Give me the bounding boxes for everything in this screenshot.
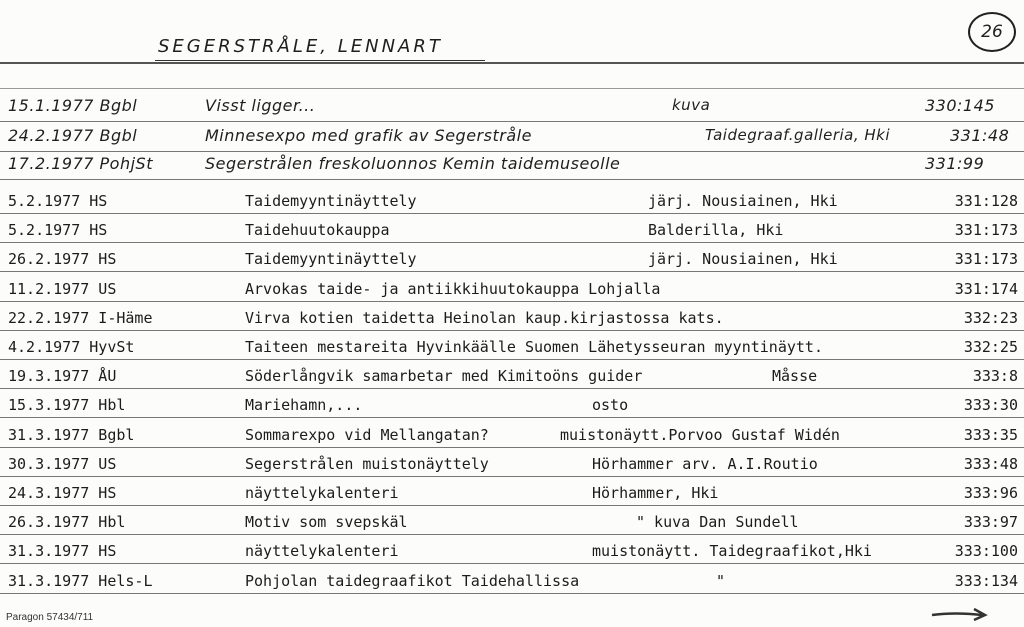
row-rule [0, 301, 1024, 302]
entry-text: Minnesexpo med grafik av Segerstråle [205, 126, 532, 145]
entry-ref: 331:48 [950, 126, 1010, 145]
entry-note: järj. Nousiainen, Hki [648, 192, 838, 210]
entry-ref: 333:100 [954, 542, 1018, 560]
entry-date: 26.3.1977 Hbl [8, 513, 126, 531]
entry-note: Balderilla, Hki [648, 221, 784, 239]
entry-text: Virva kotien taidetta Heinolan kaup.kirjastossa kats. [245, 309, 724, 327]
row-rule [0, 447, 1024, 448]
entry-text: näyttelykalenteri [245, 542, 399, 560]
entry-ref: 331:99 [925, 154, 985, 173]
card-title: SEGERSTRÅLE, LENNART [158, 36, 443, 57]
entry-ref: 333:30 [963, 396, 1018, 414]
row-rule [0, 563, 1024, 564]
row-rule [0, 476, 1024, 477]
entry-text: Taidehuutokauppa [245, 221, 390, 239]
entry-note: Taidegraaf.galleria, Hki [705, 126, 891, 144]
entry-ref: 333:97 [963, 513, 1018, 531]
entry-date: 4.2.1977 HyvSt [8, 338, 135, 356]
entry-text: Arvokas taide- ja antiikkihuutokauppa Lohjalla [245, 280, 661, 298]
entry-date: 19.3.1977 ÅU [8, 367, 117, 385]
entry-date: 31.3.1977 HS [8, 542, 117, 560]
entry-text: Pohjolan taidegraafikot Taidehallissa [245, 572, 580, 590]
entry-date: 24.3.1977 HS [8, 484, 117, 502]
header-rule-2 [0, 88, 1024, 89]
entry-ref: 333:48 [963, 455, 1018, 473]
entry-date: 15.3.1977 Hbl [8, 396, 126, 414]
entry-note: Hörhammer arv. A.I.Routio [592, 455, 818, 473]
arrow-right-icon [930, 606, 990, 622]
row-rule [0, 417, 1024, 418]
entry-text: Söderlångvik samarbetar med Kimitoöns guider [245, 367, 643, 385]
card-number-circle [968, 12, 1016, 52]
entry-date: 17.2.1977 PohjSt [8, 154, 153, 173]
entry-date: 31.3.1977 Bgbl [8, 426, 135, 444]
entry-text: Segerstrålen muistonäyttely [245, 455, 489, 473]
entry-note: muistonäytt.Porvoo Gustaf Widén [560, 426, 840, 444]
entry-ref: 330:145 [925, 96, 995, 115]
row-rule [0, 505, 1024, 506]
entry-text: Taiteen mestareita Hyvinkäälle Suomen Lähetysseuran myyntinäytt. [245, 338, 823, 356]
row-rule [0, 388, 1024, 389]
row-rule [0, 242, 1024, 243]
row-rule [0, 359, 1024, 360]
row-rule [0, 271, 1024, 272]
entry-ref: 331:173 [954, 250, 1018, 268]
entry-ref: 332:23 [963, 309, 1018, 327]
row-rule [0, 534, 1024, 535]
row-rule [0, 151, 1024, 152]
entry-note: osto [592, 396, 629, 414]
entry-note: Måsse [772, 367, 818, 385]
entry-date: 26.2.1977 HS [8, 250, 117, 268]
entry-date: 31.3.1977 Hels-L [8, 572, 153, 590]
row-rule [0, 121, 1024, 122]
entry-text: Segerstrålen freskoluonnos Kemin taidemuseolle [205, 154, 621, 173]
entry-date: 5.2.1977 HS [8, 221, 108, 239]
entry-date: 5.2.1977 HS [8, 192, 108, 210]
entry-date: 15.1.1977 Bgbl [8, 96, 138, 115]
card-footer: Paragon 57434/711 [6, 612, 94, 623]
entry-date: 30.3.1977 US [8, 455, 117, 473]
entry-note: muistonäytt. Taidegraafikot,Hki [592, 542, 872, 560]
entry-note: järj. Nousiainen, Hki [648, 250, 838, 268]
entry-text: Taidemyyntinäyttely [245, 250, 417, 268]
entry-note: " [716, 572, 726, 590]
row-rule [0, 593, 1024, 594]
entry-ref: 331:174 [954, 280, 1018, 298]
title-underline [155, 60, 485, 61]
entry-ref: 333:35 [963, 426, 1018, 444]
entry-ref: 331:128 [954, 192, 1018, 210]
entry-text: Visst ligger... [205, 96, 316, 115]
entry-ref: 333:96 [963, 484, 1018, 502]
entry-text: Sommarexpo vid Mellangatan? [245, 426, 489, 444]
entry-note: Hörhammer, Hki [592, 484, 719, 502]
entry-text: Motiv som svepskäl [245, 513, 408, 531]
entry-date: 11.2.1977 US [8, 280, 117, 298]
entry-text: Taidemyyntinäyttely [245, 192, 417, 210]
card-number: 26 [981, 22, 1003, 42]
row-rule [0, 179, 1024, 180]
entry-ref: 333:8 [972, 367, 1018, 385]
row-rule [0, 213, 1024, 214]
entry-ref: 333:134 [954, 572, 1018, 590]
entry-ref: 332:25 [963, 338, 1018, 356]
entry-date: 24.2.1977 Bgbl [8, 126, 138, 145]
entry-text: Mariehamn,... [245, 396, 363, 414]
entry-note: " kuva Dan Sundell [636, 513, 799, 531]
row-rule [0, 330, 1024, 331]
entry-note: kuva [672, 96, 711, 114]
entry-text: näyttelykalenteri [245, 484, 399, 502]
header-rule [0, 62, 1024, 64]
entry-date: 22.2.1977 I-Häme [8, 309, 153, 327]
entry-ref: 331:173 [954, 221, 1018, 239]
